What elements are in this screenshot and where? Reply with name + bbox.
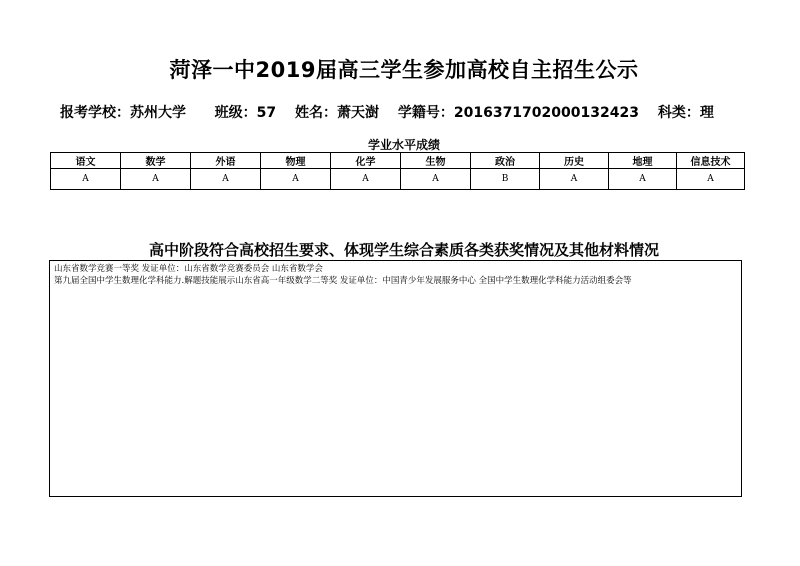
grade-value-cell: A: [261, 169, 331, 190]
class-value: 57: [256, 105, 277, 121]
school-label: 报考学校：: [60, 105, 130, 121]
grade-header-cell: 历史: [540, 153, 609, 169]
grades-title: 学业水平成绩: [367, 138, 440, 152]
grade-value-cell: A: [331, 169, 401, 190]
grade-header-cell: 外语: [191, 153, 261, 169]
school-value: 苏州大学: [130, 105, 186, 121]
student-info: [60, 102, 728, 122]
grade-value-cell: A: [51, 169, 121, 190]
awards-title: 高中阶段符合高校招生要求、体现学生综合素质各类获奖情况及其他材料情况: [148, 241, 659, 259]
grade-value-cell: A: [609, 169, 677, 190]
grade-value-cell: A: [540, 169, 609, 190]
award-item: 第九届全国中学生数理化学科能力.解题技能展示山东省高一年级数学二等奖 发证单位：中国青少年发展服务中心 全国中学生数理化学科能力活动组委会等: [54, 276, 632, 286]
page-title: 菏泽一中2019届高三学生参加高校自主招生公示: [169, 58, 639, 82]
subject-value: 理: [699, 105, 714, 121]
grades-header-row: [51, 153, 745, 169]
grade-header-cell: 生物: [401, 153, 471, 169]
grades-value-row: [51, 169, 745, 190]
id-label: 学籍号：: [397, 105, 454, 121]
name-value: 萧天澍: [336, 105, 379, 121]
class-label: 班级：: [214, 105, 257, 121]
grade-value-cell: A: [191, 169, 261, 190]
grade-value-cell: B: [471, 169, 540, 190]
grade-header-cell: 信息技术: [677, 153, 745, 169]
grade-header-cell: 语文: [51, 153, 121, 169]
name-label: 姓名：: [294, 105, 337, 121]
grade-header-cell: 政治: [471, 153, 540, 169]
grades-table: [50, 152, 745, 190]
id-value: 2016371702000132423: [453, 105, 639, 121]
grade-header-cell: 数学: [121, 153, 191, 169]
grade-value-cell: A: [121, 169, 191, 190]
awards-box: [49, 260, 742, 497]
grade-header-cell: 物理: [261, 153, 331, 169]
grade-header-cell: 化学: [331, 153, 401, 169]
grade-value-cell: A: [677, 169, 745, 190]
award-item: 山东省数学竞赛一等奖 发证单位：山东省数学竞赛委员会 山东省数学会: [54, 264, 323, 274]
subject-label: 科类：: [657, 105, 700, 121]
grade-value-cell: A: [401, 169, 471, 190]
grade-header-cell: 地理: [609, 153, 677, 169]
